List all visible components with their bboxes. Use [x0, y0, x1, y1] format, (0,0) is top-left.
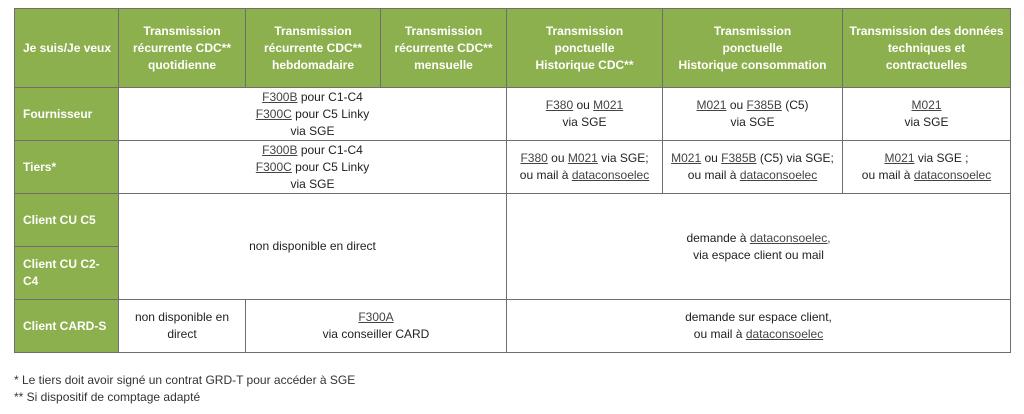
tiers-hist-cdc-cell: F380 ou M021 via SGE; ou mail à dataconsoelec: [507, 141, 663, 194]
row-fournisseur: [15, 88, 1011, 141]
link-f300c[interactable]: F300C: [255, 106, 292, 121]
link-dataconsoelec[interactable]: dataconsoelec: [913, 168, 992, 182]
link-m021[interactable]: M021: [593, 98, 624, 112]
link-m021[interactable]: M021: [884, 151, 915, 165]
link-f300c[interactable]: F300C: [255, 159, 292, 174]
fournisseur-tech-cell: M021 via SGE: [843, 88, 1011, 141]
fournisseur-hist-cdc-cell: F380 ou M021 via SGE: [507, 88, 663, 141]
row-client-card-s: [15, 300, 1011, 353]
row-label-fournisseur: Fournisseur: [15, 88, 119, 141]
link-f300b[interactable]: F300B: [262, 142, 298, 157]
link-dataconsoelec[interactable]: dataconsoelec: [739, 168, 818, 182]
link-m021[interactable]: M021: [567, 151, 598, 165]
card-s-ponctuel-cell: demande sur espace client, ou mail à dataconsoelec: [507, 300, 1011, 353]
card-s-daily-cell: non disponible en direct: [119, 300, 246, 353]
link-f380[interactable]: F380: [520, 151, 548, 165]
header-hist-cdc: Transmission ponctuelle Historique CDC**: [507, 9, 663, 88]
link-f300a[interactable]: F300A: [358, 310, 394, 324]
fournisseur-recurrent-cell: F300B pour C1-C4 F300C pour C5 Linky via SGE: [119, 88, 507, 141]
footnote-tiers: * Le tiers doit avoir signé un contrat GRD-T pour accéder à SGE: [14, 373, 356, 387]
footnotes: [14, 372, 355, 406]
link-m021[interactable]: M021: [696, 98, 727, 112]
row-tiers: [15, 141, 1011, 194]
tiers-hist-conso-cell: M021 ou F385B (C5) via SGE; ou mail à dataconsoelec: [663, 141, 843, 194]
link-dataconsoelec[interactable]: dataconsoelec,: [749, 230, 831, 245]
row-label-client-card-s: Client CARD-S: [15, 300, 119, 353]
link-f385b[interactable]: F385B: [721, 151, 757, 165]
link-f385b[interactable]: F385B: [746, 98, 782, 112]
fournisseur-hist-conso-cell: M021 ou F385B (C5) via SGE: [663, 88, 843, 141]
link-dataconsoelec[interactable]: dataconsoelec: [745, 327, 824, 341]
footnote-comptage: ** Si dispositif de comptage adapté: [14, 390, 201, 404]
row-client-cu-c5: [15, 194, 1011, 247]
tiers-recurrent-cell: F300B pour C1-C4 F300C pour C5 Linky via SGE: [119, 141, 507, 194]
tiers-tech-cell: M021 via SGE ; ou mail à dataconsoelec: [843, 141, 1011, 194]
row-label-client-cu-c2-c4: Client CU C2-C4: [15, 247, 119, 300]
header-row: [15, 9, 1011, 88]
link-f300b[interactable]: F300B: [262, 89, 298, 104]
header-weekly: Transmission récurrente CDC** hebdomadaire: [246, 9, 381, 88]
row-label-tiers: Tiers*: [15, 141, 119, 194]
header-row-label: Je suis/Je veux: [15, 9, 119, 88]
header-hist-conso: Transmission ponctuelle Historique consommation: [663, 9, 843, 88]
header-monthly: Transmission récurrente CDC** mensuelle: [381, 9, 507, 88]
card-s-weekly-monthly-cell: F300A via conseiller CARD: [246, 300, 507, 353]
link-m021[interactable]: M021: [911, 98, 942, 112]
link-m021[interactable]: M021: [671, 151, 702, 165]
client-cu-recurrent-cell: non disponible en direct: [119, 194, 507, 300]
header-tech-data: Transmission des données techniques et contractuelles: [843, 9, 1011, 88]
link-f380[interactable]: F380: [545, 98, 574, 112]
row-label-client-cu-c5: Client CU C5: [15, 194, 119, 247]
link-dataconsoelec[interactable]: dataconsoelec: [571, 168, 650, 182]
access-table: [14, 8, 1011, 353]
header-daily: Transmission récurrente CDC** quotidienne: [119, 9, 246, 88]
client-cu-ponctuel-cell: demande à dataconsoelec, via espace client ou mail: [507, 194, 1011, 300]
